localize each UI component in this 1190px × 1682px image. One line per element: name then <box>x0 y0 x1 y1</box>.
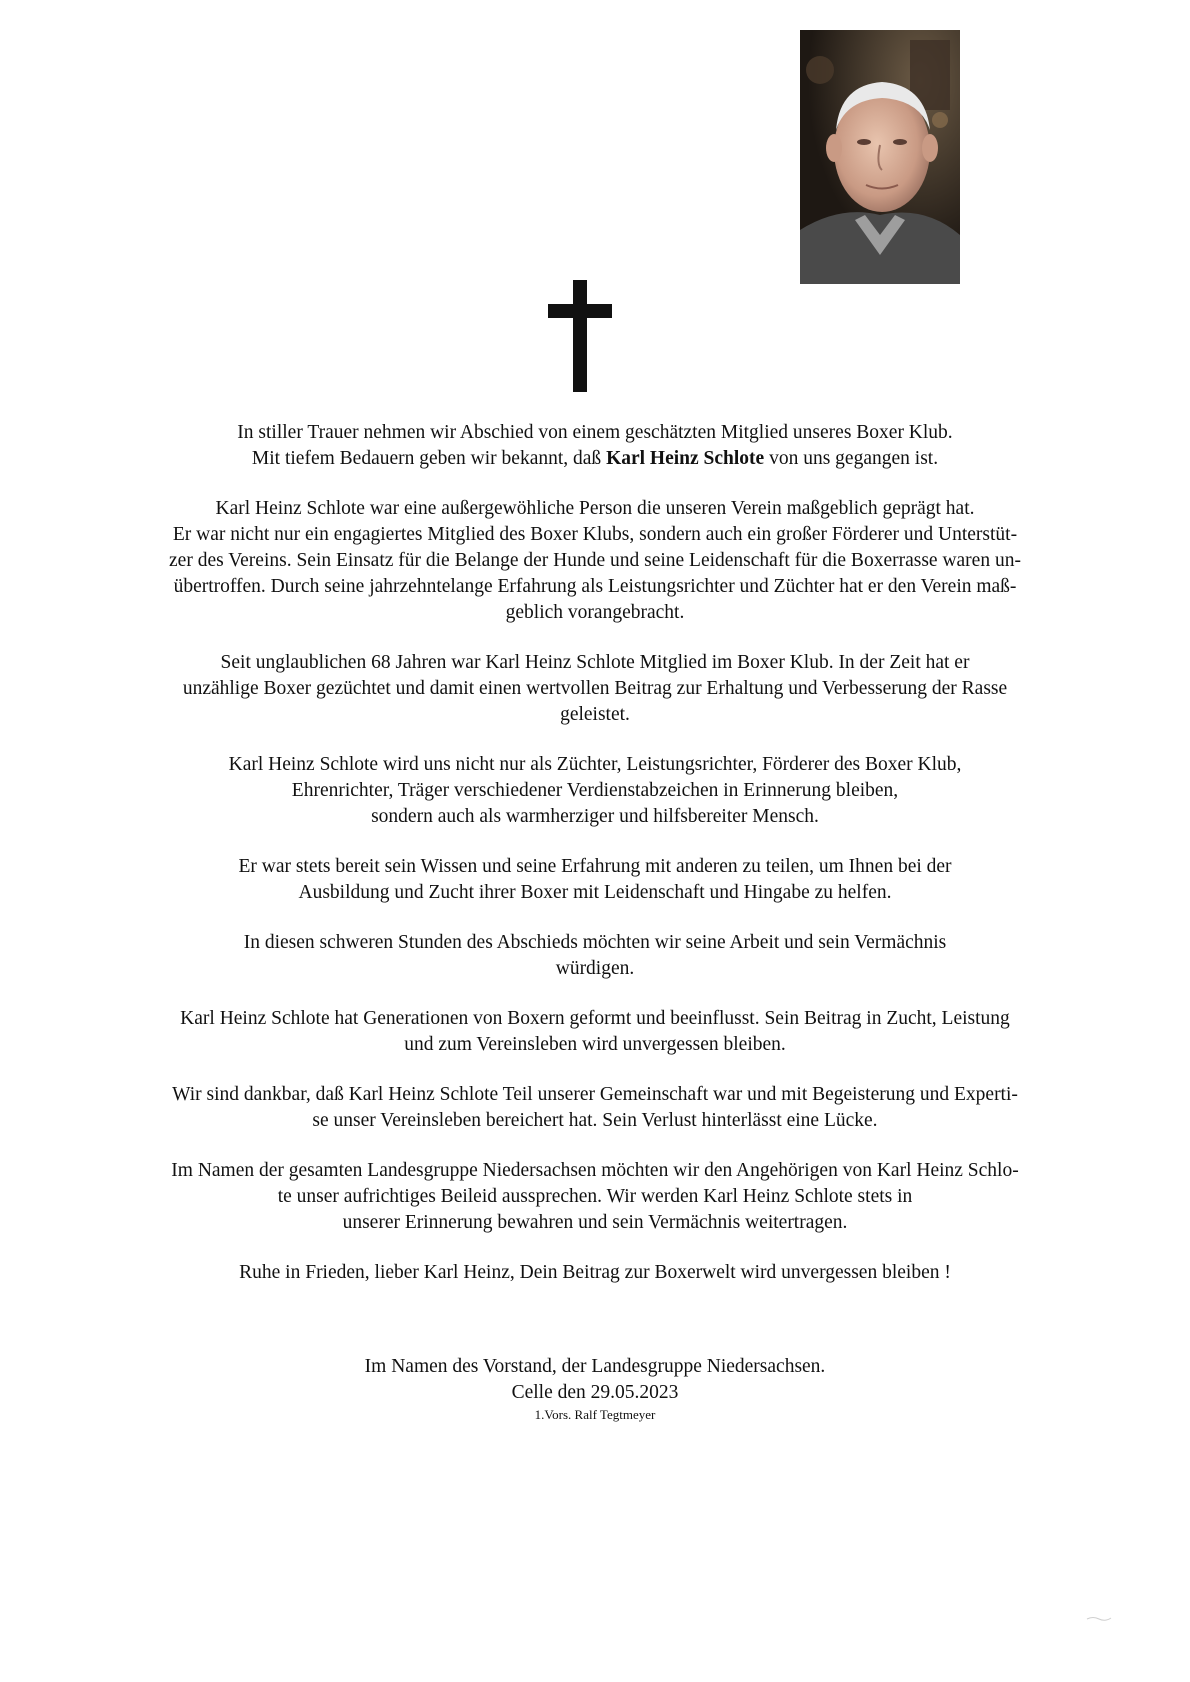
obituary-text <box>95 420 1095 1310</box>
paragraph-line: zer des Vereins. Sein Einsatz für die Belange der Hunde und seine Leidenschaft für die Boxerrasse waren un- <box>169 550 1021 571</box>
intro-line-2 <box>95 446 1095 472</box>
paragraph-line: In diesen schweren Stunden des Abschieds möchten wir seine Arbeit und sein Vermächnis <box>243 932 947 953</box>
body-paragraph <box>95 930 1095 982</box>
body-paragraph <box>95 854 1095 906</box>
paragraph-line: Ruhe in Frieden, lieber Karl Heinz, Dein Beitrag zur Boxerwelt wird unvergessen bleiben ! <box>239 1262 951 1283</box>
paragraph-line: Karl Heinz Schlote hat Generationen von Boxern geformt und beeinflusst. Sein Beitrag in Zucht, Leistung <box>180 1008 1010 1029</box>
body-paragraph <box>95 650 1095 728</box>
paragraph-line: Er war stets bereit sein Wissen und seine Erfahrung mit anderen zu teilen, um Ihnen bei der <box>238 856 952 877</box>
intro-line-2-after: von uns gegangen ist. <box>764 448 939 469</box>
body-paragraphs <box>95 496 1095 1286</box>
paragraph-line: se unser Vereinsleben bereichert hat. Sein Verlust hinterlässt eine Lücke. <box>312 1110 878 1131</box>
intro-line-2-before: Mit tiefem Bedauern geben wir bekannt, daß <box>251 448 607 469</box>
body-paragraph <box>95 752 1095 830</box>
paragraph-line: Im Namen der gesamten Landesgruppe Niedersachsen möchten wir den Angehörigen von Karl Heinz Schlo- <box>171 1160 1019 1181</box>
body-paragraph <box>95 1260 1095 1286</box>
paragraph-line: geleistet. <box>560 704 630 725</box>
paragraph-line: Er war nicht nur ein engagiertes Mitglied des Boxer Klubs, sondern auch ein großer Förderer und Unterstüt- <box>172 524 1018 545</box>
on-behalf-line: Im Namen des Vorstand, der Landesgruppe Niedersachsen. <box>364 1356 826 1377</box>
signer-line: 1.Vors. Ralf Tegtmeyer <box>534 1407 656 1422</box>
body-paragraph <box>95 1082 1095 1134</box>
body-paragraph <box>95 1006 1095 1058</box>
paragraph-line: unzählige Boxer gezüchtet und damit einen wertvollen Beitrag zur Erhaltung und Verbesserung der Rasse <box>182 678 1008 699</box>
paragraph-line: Seit unglaublichen 68 Jahren war Karl Heinz Schlote Mitglied im Boxer Klub. In der Zeit hat er <box>220 652 970 673</box>
portrait-photo <box>800 30 960 284</box>
paragraph-line: und zum Vereinsleben wird unvergessen bleiben. <box>404 1034 786 1055</box>
scan-mark-icon <box>1085 1612 1113 1626</box>
paragraph-line: Wir sind dankbar, daß Karl Heinz Schlote Teil unserer Gemeinschaft war und mit Begeisterung und Experti- <box>172 1084 1018 1105</box>
paragraph-line: Karl Heinz Schlote war eine außergewöhliche Person die unseren Verein maßgeblich geprägt hat. <box>215 498 975 519</box>
paragraph-line: sondern auch als warmherziger und hilfsbereiter Mensch. <box>371 806 819 827</box>
paragraph-line: unserer Erinnerung bewahren und sein Vermächnis weitertragen. <box>342 1212 848 1233</box>
paragraph-line: Karl Heinz Schlote wird uns nicht nur als Züchter, Leistungsrichter, Förderer des Boxer Klub, <box>228 754 962 775</box>
latin-cross-icon <box>548 280 612 392</box>
paragraph-line: würdigen. <box>555 958 635 979</box>
place-date-line: Celle den 29.05.2023 <box>511 1382 679 1403</box>
paragraph-line: geblich vorangebracht. <box>505 602 685 623</box>
deceased-name: Karl Heinz Schlote <box>606 448 765 469</box>
paragraph-line: Ehrenrichter, Träger verschiedener Verdienstabzeichen in Erinnerung bleiben, <box>291 780 899 801</box>
body-paragraph <box>95 1158 1095 1236</box>
paragraph-line: übertroffen. Durch seine jahrzehntelange Erfahrung als Leistungsrichter und Züchter hat er den Verein maß- <box>173 576 1017 597</box>
paragraph-line: Ausbildung und Zucht ihrer Boxer mit Leidenschaft und Hingabe zu helfen. <box>298 882 892 903</box>
intro-paragraph <box>95 420 1095 472</box>
portrait-image <box>800 30 960 284</box>
closing-block <box>95 1354 1095 1424</box>
intro-line-1: In stiller Trauer nehmen wir Abschied von einem geschätzten Mitglied unseres Boxer Klub. <box>237 422 953 443</box>
paragraph-line: te unser aufrichtiges Beileid aussprechen. Wir werden Karl Heinz Schlote stets in <box>277 1186 913 1207</box>
body-paragraph <box>95 496 1095 626</box>
